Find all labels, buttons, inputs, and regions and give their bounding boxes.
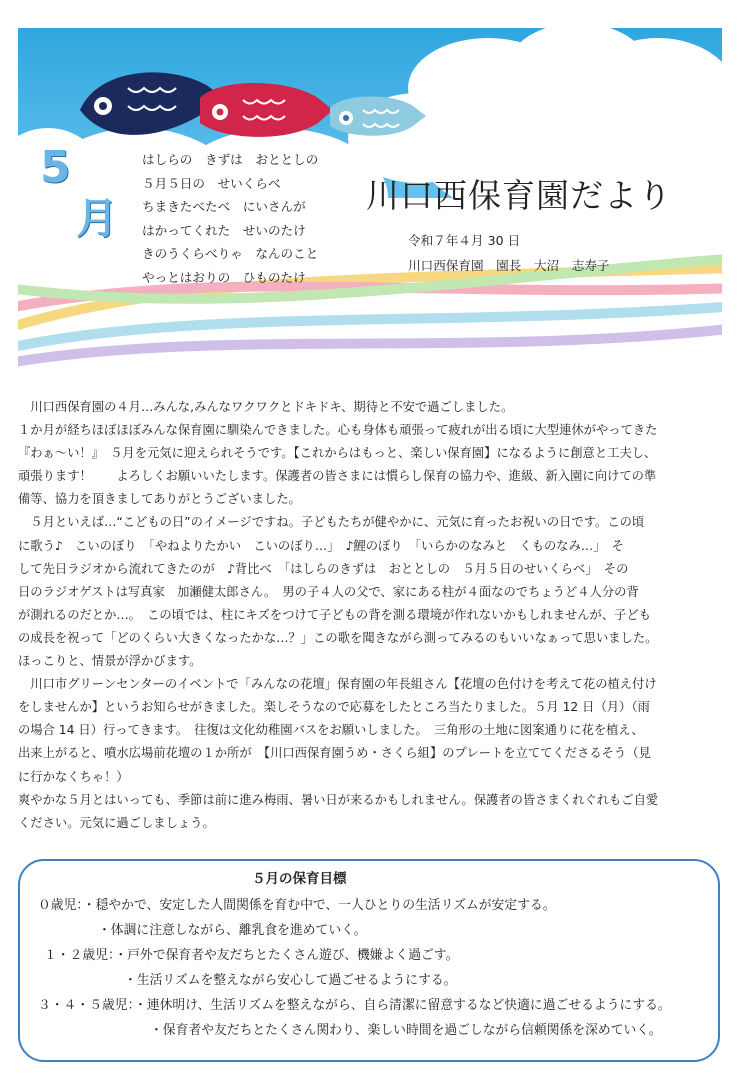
body-line: ５月といえば…“こどもの日”のイメージですね。子どもたちが健やかに、元気に育ったお祝いの日です。この頃 — [18, 515, 645, 530]
header-banner — [18, 28, 722, 382]
month-number: 5 — [40, 142, 71, 193]
goal-line: ０歳児：・穏やかで、安定した人間関係を育む中で、一人ひとりの生活リズムが安定する。 — [38, 898, 556, 913]
newsletter-body — [18, 396, 726, 835]
body-line: 爽やかな５月とはいっても、季節は前に進み梅雨、暑い日が来るかもしれません。保護者の皆さまくれぐれもご自愛 — [18, 792, 659, 807]
monthly-goals-box — [18, 859, 720, 1062]
issue-date: 令和７年４月 30 日 — [408, 233, 521, 248]
goal-line: ３・４・５歳児：・連休明け、生活リズムを整えながら、自ら清潔に留意するなど快適に過ごせるようにする。 — [38, 998, 671, 1013]
body-line: が測れるのだとか…。 この頃では、柱にキズをつけて子どもの背を測る環境が作れないかもしれませんが、子ども — [18, 607, 652, 622]
body-line: の場合 14 日）行ってきます。 往復は文化幼稚園バスをお願いしました。 三角形の土地に図案通りに花を植え、 — [18, 723, 644, 738]
body-line: ください。元気に過ごしましょう。 — [18, 815, 215, 830]
goal-line: ・生活リズムを整えながら安心して過ごせるようにする。 — [124, 973, 457, 988]
goal-line: ・体調に注意しながら、離乳食を進めていく。 — [98, 923, 367, 938]
month-label: 月 — [76, 194, 119, 243]
body-line: 『わぁ〜い！』 ５月を元気に迎えられそうです。【これからはもっと、楽しい保育園】になるように創意と工夫し、 — [18, 446, 657, 461]
red-carp-icon — [200, 83, 333, 137]
body-line: ほっこりと、情景が浮かびます。 — [18, 654, 202, 669]
body-line: 川口市グリーンセンターのイベントで「みんなの花壇」保育園の年長組さん【花壇の色付けを考えて花の植え付け — [18, 677, 657, 692]
body-line: 頑張ります！ よろしくお願いいたします。保護者の皆さまには慣らし保育の協力や、進級、新入園に向けての準 — [18, 469, 657, 484]
body-line: 日のラジオゲストは写真家 加瀬健太郎さん。 男の子４人の父で、家にある柱が４面なのでちょうど４人分の背 — [18, 584, 639, 599]
body-line: 備等、協力を頂きましてありがとうございました。 — [18, 492, 301, 507]
body-line: 川口西保育園の４月…みんな,みんなワクワクとドキドキ、期待と不安で過ごしました。 — [18, 400, 514, 414]
poem-lyrics: はしらの きずは おととしの ５月５日の せいくらべ ちまきたべたべ にいさんが はかってくれた せいのたけ きのうくらべりゃ なんのこと やっとはおりの ひものたけ — [142, 152, 319, 285]
body-line: １か月が経ちほぼほぼみんな保育園に馴染んできました。心も身体も頑張って疲れが出る頃に大型連休がやってきた — [18, 423, 658, 438]
newsletter-title: 川口西保育園だより — [366, 176, 672, 215]
goal-line: １・２歳児：・戸外で保育者や友だちとたくさん遊び、機嫌よく過ごす。 — [44, 948, 459, 963]
author-line: 川口西保育園 園長 大沼 志寿子 — [408, 258, 610, 273]
body-line: の成長を祝って「どのくらい大きくなったかな…？」この歌を聞きながら測ってみるのもいいなぁって思いました。 — [18, 630, 658, 645]
body-line: 出来上がると、噴水広場前花壇の１か所が 【川口西保育園うめ・さくら組】のプレートを立ててくださるそう（見 — [18, 746, 651, 761]
body-line: に歌う♪ こいのぼり 「やねよりたかい こいのぼり…」 ♪鯉のぼり 「いらかのなみと くものなみ…」 そ — [18, 538, 624, 553]
body-line: をしませんか】というお知らせがきました。楽しそうなので応募をしたところ当たりました。５月 12 日（月）（雨 — [18, 700, 650, 715]
goal-line: ・保育者や友だちとたくさん関わり、楽しい時間を過ごしながら信頼関係を深めていく。 — [150, 1023, 662, 1038]
body-line: して先日ラジオから流れてきたのが ♪背比べ 「はしらのきずは おととしの ５月５日のせいくらべ」 その — [18, 561, 629, 576]
goals-title: ５月の保育目標 — [252, 871, 347, 887]
body-line: に行かなくちゃ！） — [18, 769, 129, 784]
